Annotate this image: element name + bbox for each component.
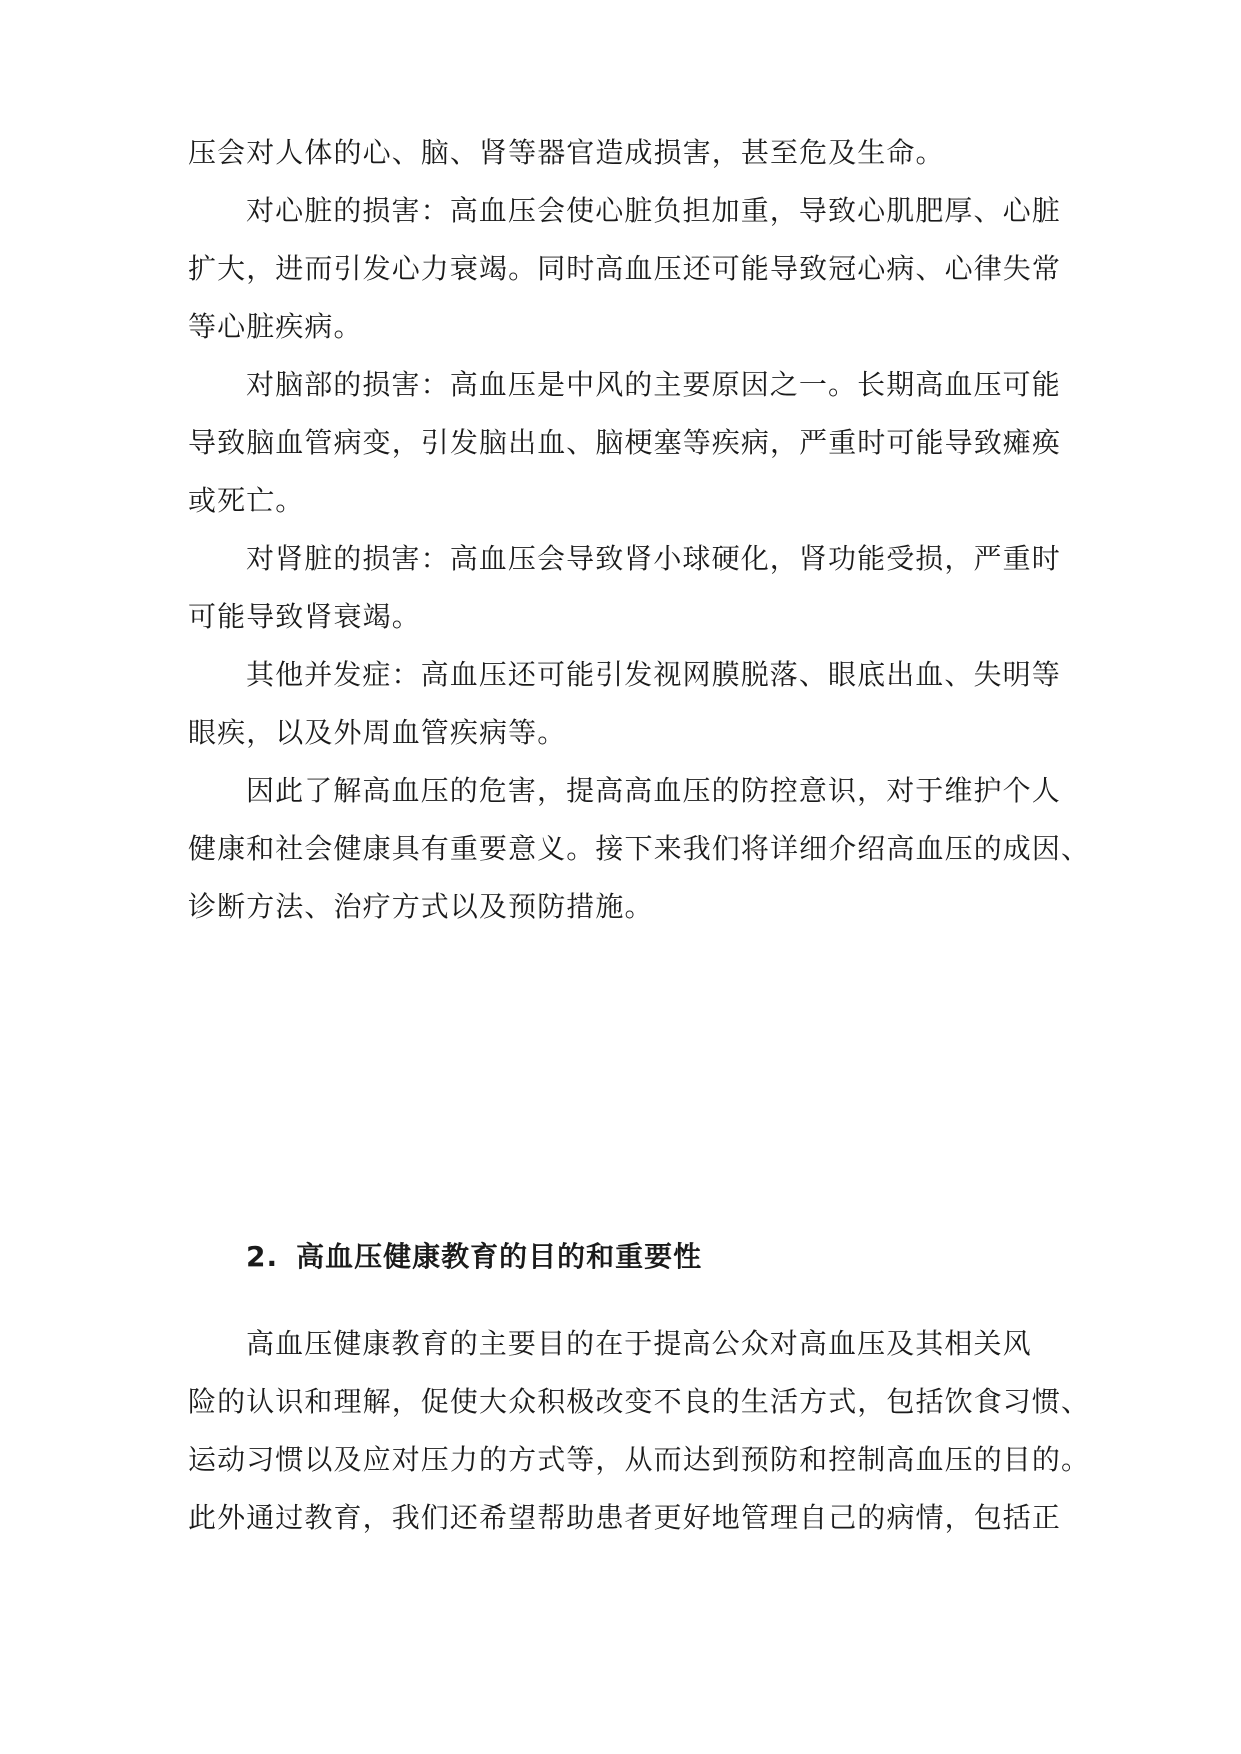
text-line: 等心脏疾病。 (188, 310, 363, 343)
text-line: 因此了解高血压的危害，提高高血压的防控意识，对于维护个人 (246, 774, 1061, 807)
text-line: 压会对人体的心、脑、肾等器官造成损害，甚至危及生命。 (188, 136, 945, 169)
body-text-bottom (188, 1315, 1091, 1547)
text-line: 眼疾，以及外周血管疾病等。 (188, 716, 567, 749)
section-heading (246, 1228, 702, 1286)
text-line: 导致脑血管病变，引发脑出血、脑梗塞等疾病，严重时可能导致瘫痪 (188, 426, 1062, 459)
text-line: 险的认识和理解，促使大众积极改变不良的生活方式，包括饮食习惯、 (188, 1385, 1091, 1418)
section-number: 2. (246, 1240, 279, 1273)
text-line: 此外通过教育，我们还希望帮助患者更好地管理自己的病情，包括正 (188, 1501, 1062, 1534)
text-line: 或死亡。 (188, 484, 305, 517)
text-line: 诊断方法、治疗方式以及预防措施。 (188, 890, 654, 923)
text-line: 健康和社会健康具有重要意义。接下来我们将详细介绍高血压的成因、 (188, 832, 1091, 865)
text-line: 对脑部的损害：高血压是中风的主要原因之一。长期高血压可能 (246, 368, 1061, 401)
text-line: 对肾脏的损害：高血压会导致肾小球硬化，肾功能受损，严重时 (246, 542, 1061, 575)
text-line: 对心脏的损害：高血压会使心脏负担加重，导致心肌肥厚、心脏 (246, 194, 1061, 227)
section-title: 高血压健康教育的目的和重要性 (296, 1240, 703, 1273)
text-line: 扩大，进而引发心力衰竭。同时高血压还可能导致冠心病、心律失常 (188, 252, 1062, 285)
body-text-top (188, 124, 1091, 936)
text-line: 运动习惯以及应对压力的方式等，从而达到预防和控制高血压的目的。 (188, 1443, 1091, 1476)
text-line: 可能导致肾衰竭。 (188, 600, 421, 633)
text-line: 高血压健康教育的主要目的在于提高公众对高血压及其相关风 (246, 1327, 1032, 1360)
text-line: 其他并发症：高血压还可能引发视网膜脱落、眼底出血、失明等 (246, 658, 1061, 691)
